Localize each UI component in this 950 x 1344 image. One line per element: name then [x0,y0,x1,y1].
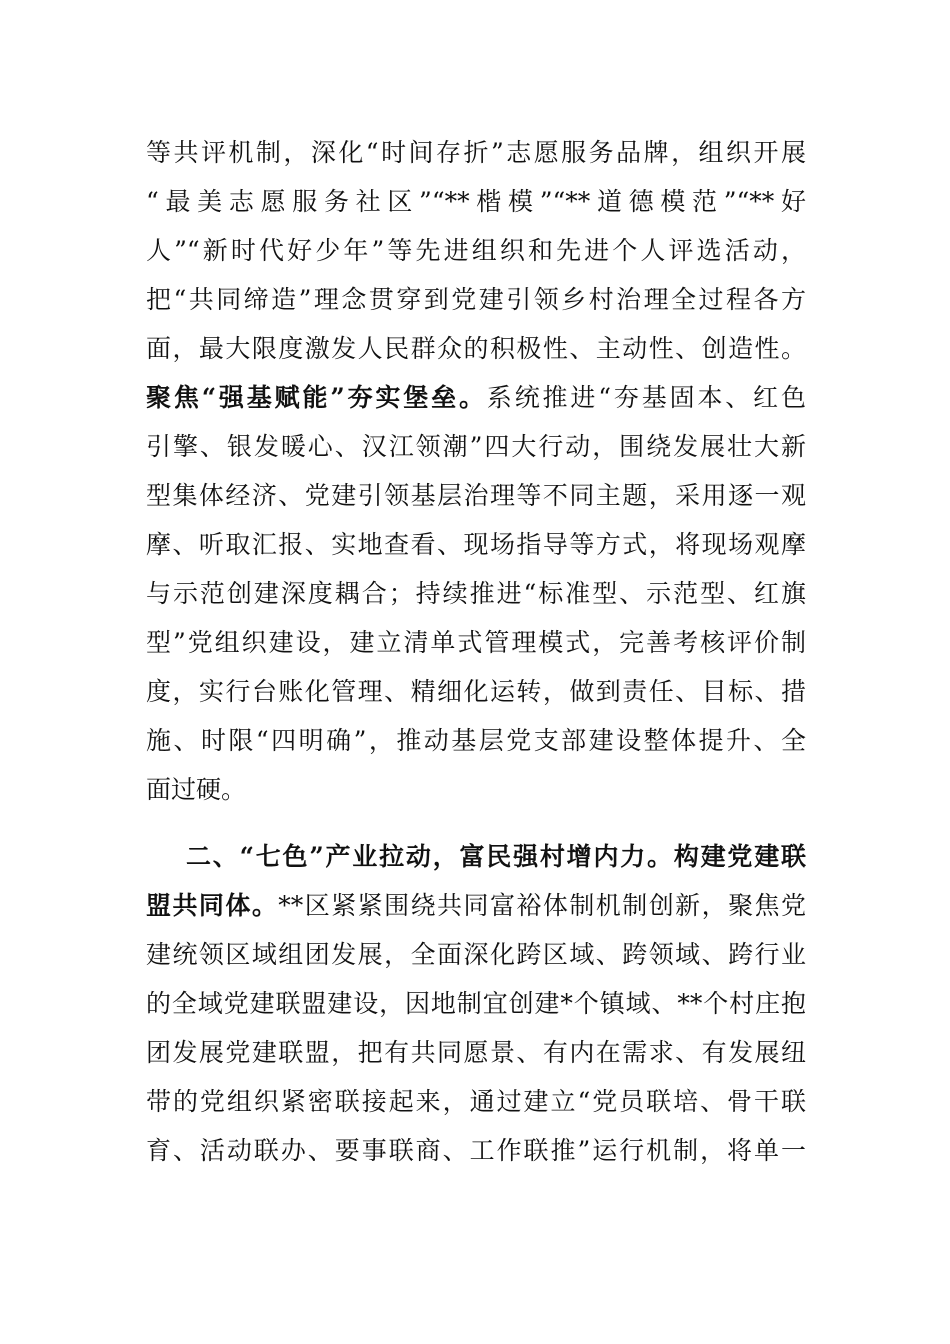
paragraph-line: 度，实行台账化管理、精细化运转，做到责任、目标、措 [146,677,806,706]
paragraph-line: 带的党组织紧密联接起来，通过建立“党员联培、骨干联 [146,1087,806,1116]
paragraph-line-with-heading [146,881,806,930]
paragraph-line: 型”党组织建设，建立清单式管理模式，完善考核评价制 [146,628,806,657]
paragraph-line: 人”“新时代好少年”等先进组织和先进个人评选活动， [146,236,806,265]
paragraph-line: 团发展党建联盟，把有共同愿景、有内在需求、有发展纽 [146,1038,806,1067]
paragraph-line: 引擎、银发暖心、汉江领潮”四大行动，围绕发展壮大新 [146,432,806,461]
paragraph-1 [146,128,806,814]
paragraph-line-with-heading [146,373,806,422]
subheading-strengthen: 聚焦“强基赋能”夯实堡垒。 [146,383,487,412]
paragraph-line: 面，最大限度激发人民群众的积极性、主动性、创造性。 [146,334,806,363]
paragraph-line: 型集体经济、党建引领基层治理等不同主题，采用逐一观 [146,481,806,510]
subheading-alliance: 盟共同体。 [146,891,279,920]
paragraph-line: 把“共同缔造”理念贯穿到党建引领乡村治理全过程各方 [146,285,806,314]
section-heading: 二、“七色”产业拉动，富民强村增内力。构建党建联 [186,842,806,871]
paragraph-2 [146,832,806,1175]
paragraph-line: 等共评机制，深化“时间存折”志愿服务品牌，组织开展 [146,138,806,167]
paragraph-text: 系统推进“夯基固本、红色 [486,383,806,412]
paragraph-line: 育、活动联办、要事联商、工作联推”运行机制，将单一 [146,1136,806,1165]
paragraph-line: 摩、听取汇报、实地查看、现场指导等方式，将现场观摩 [146,530,806,559]
paragraph-text: **区紧紧围绕共同富裕体制机制创新，聚焦党 [278,891,806,920]
paragraph-line: 施、时限“四明确”，推动基层党支部建设整体提升、全 [146,726,806,755]
paragraph-line: 面过硬。 [146,775,247,804]
paragraph-line: “最美志愿服务社区”“**楷模”“**道德模范”“**好 [146,187,806,216]
paragraph-line: 建统领区域组团发展，全面深化跨区域、跨领域、跨行业 [146,940,806,969]
paragraph-line: 的全域党建联盟建设，因地制宜创建*个镇域、**个村庄抱 [146,989,806,1018]
paragraph-line: 与示范创建深度耦合；持续推进“标准型、示范型、红旗 [146,579,806,608]
